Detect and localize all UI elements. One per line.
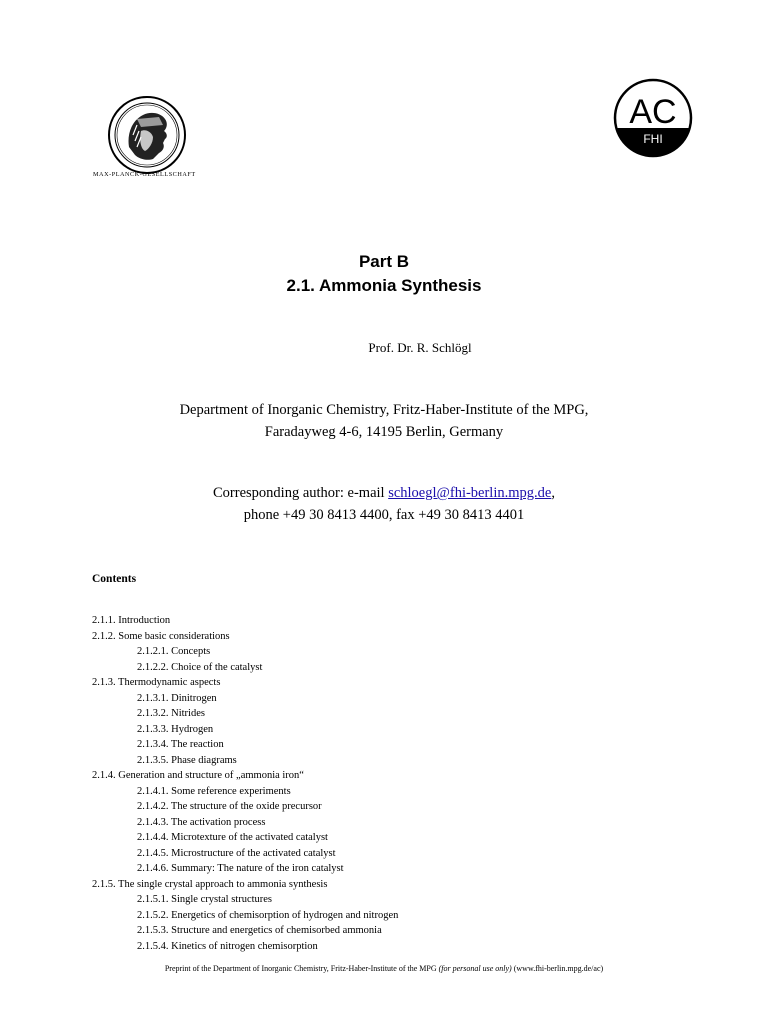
toc-item: 2.1.1. Introduction: [92, 615, 171, 626]
section-title: 2.1. Ammonia Synthesis: [286, 276, 482, 295]
contact-suffix: ,: [551, 485, 555, 501]
toc-item: 2.1.3.5. Phase diagrams: [137, 754, 237, 766]
toc-item: 2.1.2.2. Choice of the catalyst: [137, 661, 263, 673]
toc-item: 2.1.5.3. Structure and energetics of chemisorbed ammonia: [137, 925, 382, 936]
mpg-logo-text: MAX-PLANCK-GESELLSCHAFT: [93, 171, 196, 178]
toc-item: 2.1.5. The single crystal approach to ammonia synthesis: [92, 878, 328, 890]
footer-text: Preprint of the Department of Inorganic Chemistry, Fritz-Haber-Institute of the MPG: [164, 964, 439, 973]
contact-line-1: [0, 485, 768, 502]
toc-item: 2.1.4.2. The structure of the oxide precursor: [137, 801, 322, 812]
ac-fhi-logo: [613, 78, 693, 158]
toc-item: 2.1.4.3. The activation process: [137, 816, 266, 828]
footer-url: (www.fhi-berlin.mpg.de/ac): [511, 964, 604, 973]
affiliation-line-1: Department of Inorganic Chemistry, Fritz-Haber-Institute of the MPG,: [179, 402, 589, 418]
toc-item: 2.1.2. Some basic considerations: [92, 630, 230, 642]
contents-heading: Contents: [92, 573, 137, 585]
ac-logo-main-text: AC: [629, 93, 677, 131]
max-planck-logo: [93, 95, 208, 185]
toc-item: 2.1.3.1. Dinitrogen: [137, 692, 217, 704]
contact-prefix: Corresponding author: e-mail: [213, 485, 389, 501]
toc-item: 2.1.3.2. Nitrides: [137, 708, 205, 719]
part-title: Part B: [358, 252, 410, 271]
footer: [0, 964, 768, 973]
toc-item: 2.1.5.4. Kinetics of nitrogen chemisorption: [137, 940, 318, 952]
toc-item: 2.1.4.5. Microstructure of the activated catalyst: [137, 847, 336, 859]
toc-item: 2.1.3.3. Hydrogen: [137, 723, 214, 735]
toc-item: 2.1.3. Thermodynamic aspects: [92, 677, 221, 688]
toc-item: 2.1.3.4. The reaction: [137, 739, 224, 750]
contact-line-2: phone +49 30 8413 4400, fax +49 30 8413 4401: [243, 507, 525, 523]
email-link[interactable]: schloegl@fhi-berlin.mpg.de: [388, 485, 552, 501]
toc-item: 2.1.5.2. Energetics of chemisorption of hydrogen and nitrogen: [137, 909, 399, 921]
toc-item: 2.1.2.1. Concepts: [137, 646, 211, 657]
toc-item: 2.1.5.1. Single crystal structures: [137, 894, 273, 905]
minerva-seal-icon: [107, 95, 187, 175]
author-name: Prof. Dr. R. Schlögl: [368, 340, 472, 355]
toc-item: 2.1.4.6. Summary: The nature of the iron catalyst: [137, 863, 344, 874]
footer-italic: (for personal use only): [438, 964, 512, 973]
toc-item: 2.1.4.4. Microtexture of the activated catalyst: [137, 832, 328, 843]
ac-logo-sub-text: FHI: [643, 132, 663, 146]
toc-item: 2.1.4.1. Some reference experiments: [137, 785, 291, 797]
affiliation-line-2: Faradayweg 4-6, 14195 Berlin, Germany: [264, 424, 504, 440]
toc-item: 2.1.4. Generation and structure of „ammonia iron“: [92, 770, 304, 781]
